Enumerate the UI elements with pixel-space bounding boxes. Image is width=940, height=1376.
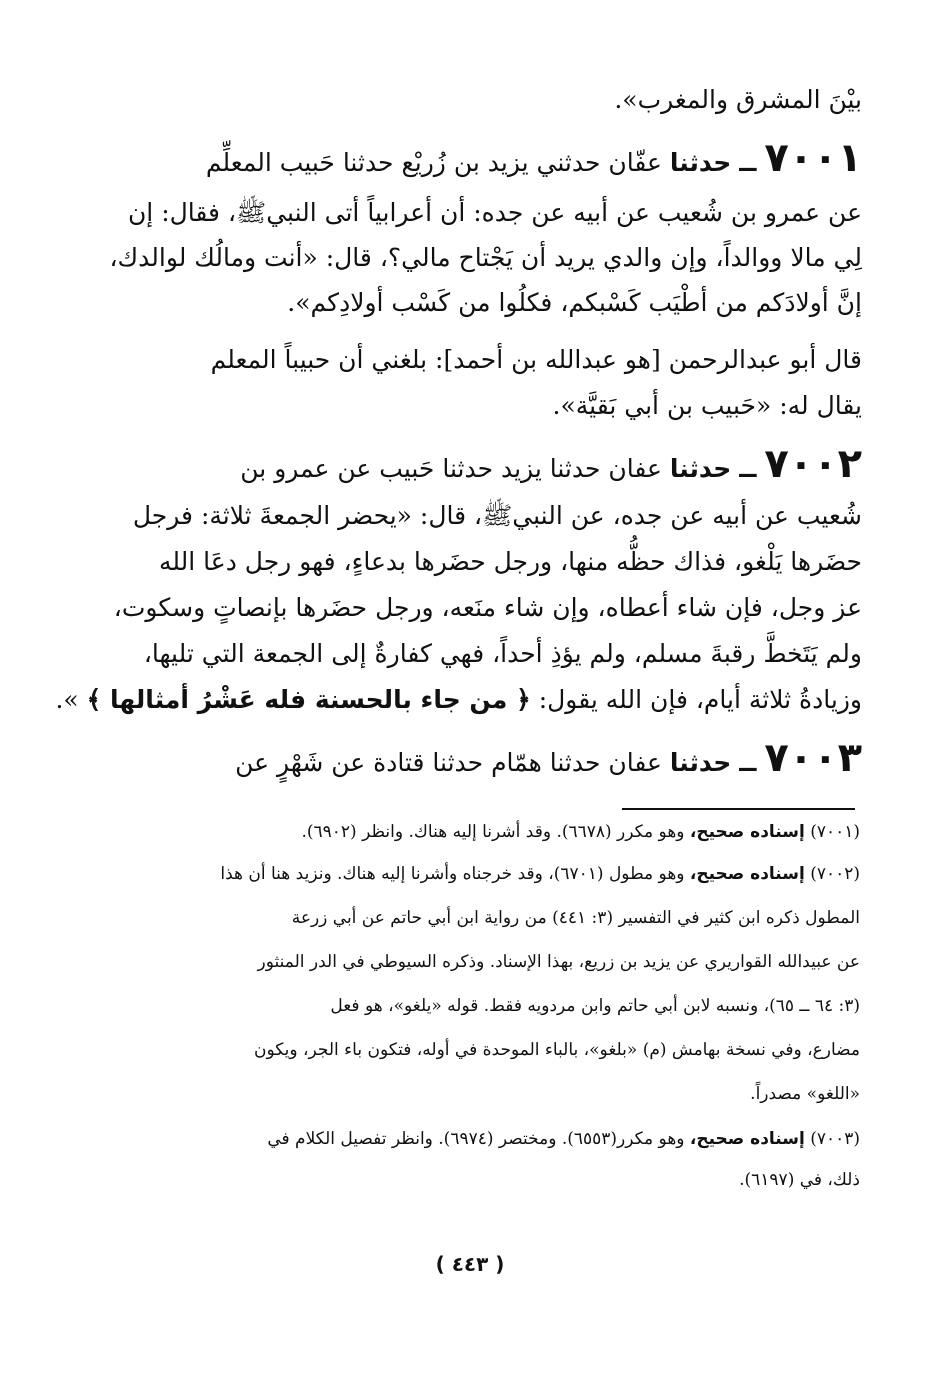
hadith-7002-line-2	[133, 496, 862, 536]
hadith-dash: ــ	[739, 748, 757, 777]
footnote-ref: (٧٠٠٣)	[810, 1129, 860, 1149]
footnote-7002-line-5	[254, 1036, 860, 1064]
footnote-text: مضارع، وفي نسخة بهامش (م) «بلغو»، بالباء الموحدة في أوله، فتكون باء الجر، ويكون	[254, 1040, 860, 1060]
footnote-7003-line-1	[267, 1125, 860, 1153]
footnote-text: ذلك، في (٦١٩٧).	[739, 1170, 860, 1190]
note-text: قال أبو عبدالرحمن [هو عبدالله بن أحمد]: بلغني أن حبيباً المعلم	[210, 345, 862, 374]
footnote-text: وهو مطول (٦٧٠١)، وقد خرجناه وأشرنا إليه هناك. ونزيد هنا أن هذا	[220, 864, 685, 884]
hadith-text: عفان حدثنا همّام حدثنا قتادة عن شَهْرٍ عن	[235, 748, 662, 777]
hadith-7002-line-4	[114, 588, 862, 628]
footnote-ref: (٧٠٠٢)	[810, 864, 860, 884]
footnote-divider	[622, 808, 855, 810]
hadith-7002-heading	[240, 441, 862, 489]
hadith-text: حضَرها يَلْغو، فذاك حظُّه منها، ورجل حضَرها بدعاءٍ، فهو رجل دعَا الله	[158, 547, 862, 576]
hadith-text: ».	[55, 685, 79, 714]
note-line-2	[553, 386, 862, 426]
footnote-7003-line-2	[739, 1166, 860, 1194]
hadith-text: وزيادةُ ثلاثة أيام، فإن الله يقول:	[538, 685, 862, 714]
hadith-7002-line-5	[144, 634, 862, 674]
quran-verse: ﴿ من جاء بالحسنة فله عَشْرُ أمثالها ﴾	[86, 685, 531, 714]
footnote-text: وهو مكرر(٦٥٥٣). ومختصر (٦٩٧٤). وانظر تفصيل الكلام في	[267, 1129, 685, 1149]
hadith-keyword: حدثنا	[669, 148, 732, 177]
hadith-dash: ــ	[739, 454, 757, 483]
footnote-text: المطول ذكره ابن كثير في التفسير (٣: ٤٤١) من رواية ابن أبي حاتم عن أبي زرعة	[291, 908, 860, 928]
hadith-dash: ــ	[739, 148, 757, 177]
hadith-7001-line-2	[128, 193, 862, 233]
hadith-text: عفّان حدثني يزيد بن زُريْع حدثنا حَبيب المعلِّم	[205, 148, 662, 177]
hadith-text: عفان حدثنا يزيد حدثنا حَبيب عن عمرو بن	[240, 454, 662, 483]
hadith-number: ٧٠٠٣	[764, 735, 862, 781]
intro-line	[614, 80, 862, 120]
note-text: يقال له: «حَبيب بن أبي بَقيَّة».	[552, 391, 862, 420]
hadith-text: إنَّ أولادَكم من أطْيَب كَسْبكم، فكلُوا من كَسْب أولادِكم».	[287, 288, 862, 317]
hadith-7003-heading	[235, 735, 862, 783]
hadith-keyword: حدثنا	[669, 748, 732, 777]
hadith-7001-line-3	[109, 238, 862, 278]
footnote-text: عن عبيدالله القواريري عن يزيد بن زريع، بهذا الإسناد. وذكره السيوطي في الدر المنثور	[257, 952, 860, 972]
hadith-keyword: حدثنا	[669, 454, 732, 483]
footnote-grade: إسناده صحيح،	[689, 1129, 805, 1149]
hadith-text: عز وجل، فإن شاء أعطاه، وإن شاء منَعه، ورجل حضَرها بإنصاتٍ وسكوت،	[113, 593, 862, 622]
hadith-7002-line-3	[159, 542, 862, 582]
hadith-text: عن عمرو بن شُعيب عن أبيه عن جده: أن أعرابياً أتى النبيﷺ، فقال: إن	[127, 198, 862, 227]
hadith-text: لِي مالا ووالداً، وإن والدي يريد أن يَجْتاح مالي؟، قال: «أنت ومالُك لوالدك،	[109, 243, 862, 272]
note-line-1	[211, 340, 862, 380]
footnote-7002-line-3	[258, 948, 860, 976]
hadith-number: ٧٠٠١	[764, 135, 862, 181]
footnote-7002-line-1	[220, 860, 860, 888]
footnote-7002-line-6	[750, 1080, 860, 1108]
hadith-text: ولم يَتَخطَّ رقبةَ مسلم، ولم يؤذِ أحداً، فهي كفارةٌ إلى الجمعة التي تليها،	[143, 639, 862, 668]
intro-text: بيْنَ المشرق والمغرب».	[614, 85, 862, 114]
footnote-grade: إسناده صحيح،	[689, 822, 805, 842]
hadith-number: ٧٠٠٢	[764, 441, 862, 487]
hadith-7001-line-4	[287, 283, 862, 323]
footnote-text: وهو مكرر (٦٦٧٨). وقد أشرنا إليه هناك. وانظر (٦٩٠٢).	[301, 822, 685, 842]
hadith-7002-line-6	[55, 680, 862, 720]
footnote-ref: (٧٠٠١)	[810, 822, 860, 842]
footnote-text: (٣: ٦٤ ــ ٦٥)، ونسبه لابن أبي حاتم وابن مردويه فقط. قوله «يلغو»، هو فعل	[330, 996, 860, 1016]
footnote-7002-line-2	[292, 904, 860, 932]
page-number: ( ٤٤٣ )	[435, 1252, 505, 1276]
footnote-7002-line-4	[330, 992, 860, 1020]
footnote-grade: إسناده صحيح،	[689, 864, 805, 884]
hadith-text: شُعيب عن أبيه عن جده، عن النبيﷺ، قال: «يحضر الجمعةَ ثلاثة: فرجل	[132, 501, 862, 530]
footnote-7001	[301, 818, 860, 846]
footnote-text: «اللغو» مصدراً.	[750, 1084, 860, 1104]
hadith-7001-heading	[205, 135, 862, 183]
